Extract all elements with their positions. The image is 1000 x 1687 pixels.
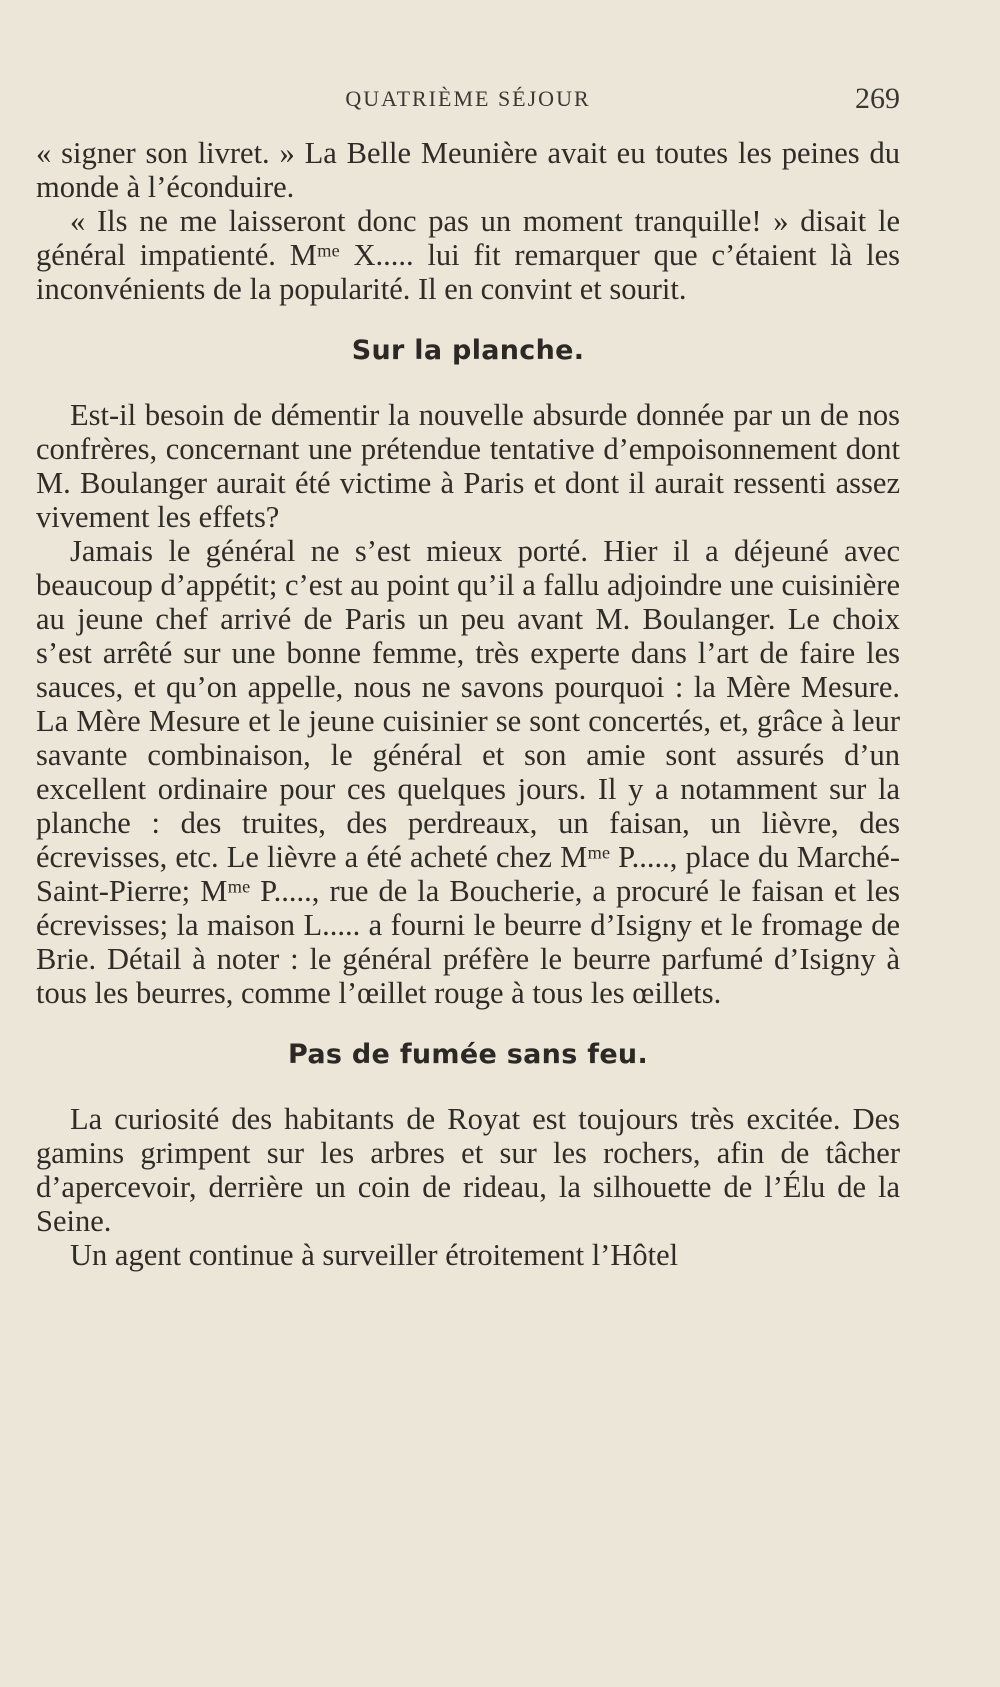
main-text [36,136,900,1272]
running-title: QUATRIÈME SÉJOUR [345,86,591,111]
paragraph-1: « signer son livret. » La Belle Meunière avait eu toutes les peines du monde à l’éconduire. [36,136,900,204]
page-number: 269 [855,82,900,115]
section-title-sur-la-planche: Sur la planche. [351,335,585,366]
paragraph-3: Est-il besoin de démentir la nouvelle absurde donnée par un de nos confrères, concernant une prétendue tentative d’empoisonnement dont M. Boulanger aurait été victime à Paris et dont il aurait ressenti assez vivement les effets? [36,398,900,534]
paragraph-2: « Ils ne me laisseront donc pas un moment tranquille! » disait le général impatienté. Mᵐᵉ X..... lui fit remarquer que c’étaient là les inconvénients de la popularité. Il en convint et sourit. [36,204,900,306]
paragraph-5: La curiosité des habitants de Royat est toujours très excitée. Des gamins grimpent sur les arbres et sur les rochers, afin de tâcher d’apercevoir, derrière un coin de rideau, la silhouette de l’Élu de la Seine. [36,1102,900,1238]
running-head [36,82,900,120]
section-title-pas-de-fumee: Pas de fumée sans feu. [287,1039,649,1070]
paragraph-4: Jamais le général ne s’est mieux porté. Hier il a déjeuné avec beaucoup d’appétit; c’est au point qu’il a fallu adjoindre une cuisinière au jeune chef arrivé de Paris un peu avant M. Boulanger. Le choix s’est arrêté sur une bonne femme, très experte dans l’art de faire les sauces, et qu’on appelle, nous ne savons pourquoi : la Mère Mesure. La Mère Mesure et le jeune cuisinier se sont concertés, et, grâce à leur savante combinaison, le général et son amie sont assurés d’un excellent ordinaire pour ces quelques jours. Il y a notamment sur la planche : des truites, des perdreaux, un faisan, un lièvre, des écrevisses, etc. Le lièvre a été acheté chez Mᵐᵉ P....., place du Marché-Saint-Pierre; Mᵐᵉ P....., rue de la Boucherie, a procuré le faisan et les écrevisses; la maison L..... a fourni le beurre d’Isigny et le fromage de Brie. Détail à noter : le général préfère le beurre parfumé d’Isigny à tous les beurres, comme l’œillet rouge à tous les œillets. [36,534,900,1010]
paragraph-6: Un agent continue à surveiller étroitement l’Hôtel [70,1238,679,1272]
